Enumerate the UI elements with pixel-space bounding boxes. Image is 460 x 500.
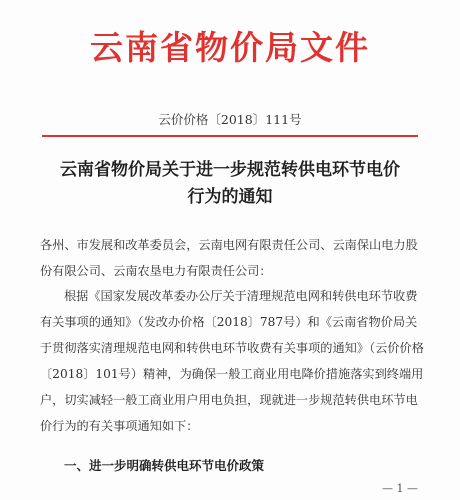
body-paragraph-1: 根据《国家发展改革委办公厅关于清理规范电网和转供电环节收费有关事项的通知》（发改办价格〔2018〕787号）和《云南省物价局关于贯彻落实清理规范电网和转供电环节收费有关事项的通知》（云价价格〔2018〕101号）精神，为确保一般工商业用电降价措施落实到终端用户，切实减轻一般工商业用户用电负担，现就进一步规范转供电环节电价行为的有关事项通知如下：	[40, 289, 424, 433]
document-number: 云价价格〔2018〕111号	[158, 112, 302, 127]
issuing-org-header: 云南省物价局文件	[90, 28, 370, 67]
page-number: — 1 —	[382, 482, 418, 495]
document-title: 云南省物价局关于进一步规范转供电环节电价行为的通知	[60, 160, 400, 207]
section-heading-1: 一、进一步明确转供电环节电价政策	[64, 458, 265, 473]
red-divider-line	[42, 135, 418, 137]
addressee-paragraph: 各州、市发展和改革委员会，云南电网有限责任公司、云南保山电力股份有限公司、云南农垦电力有限责任公司：	[40, 238, 418, 278]
